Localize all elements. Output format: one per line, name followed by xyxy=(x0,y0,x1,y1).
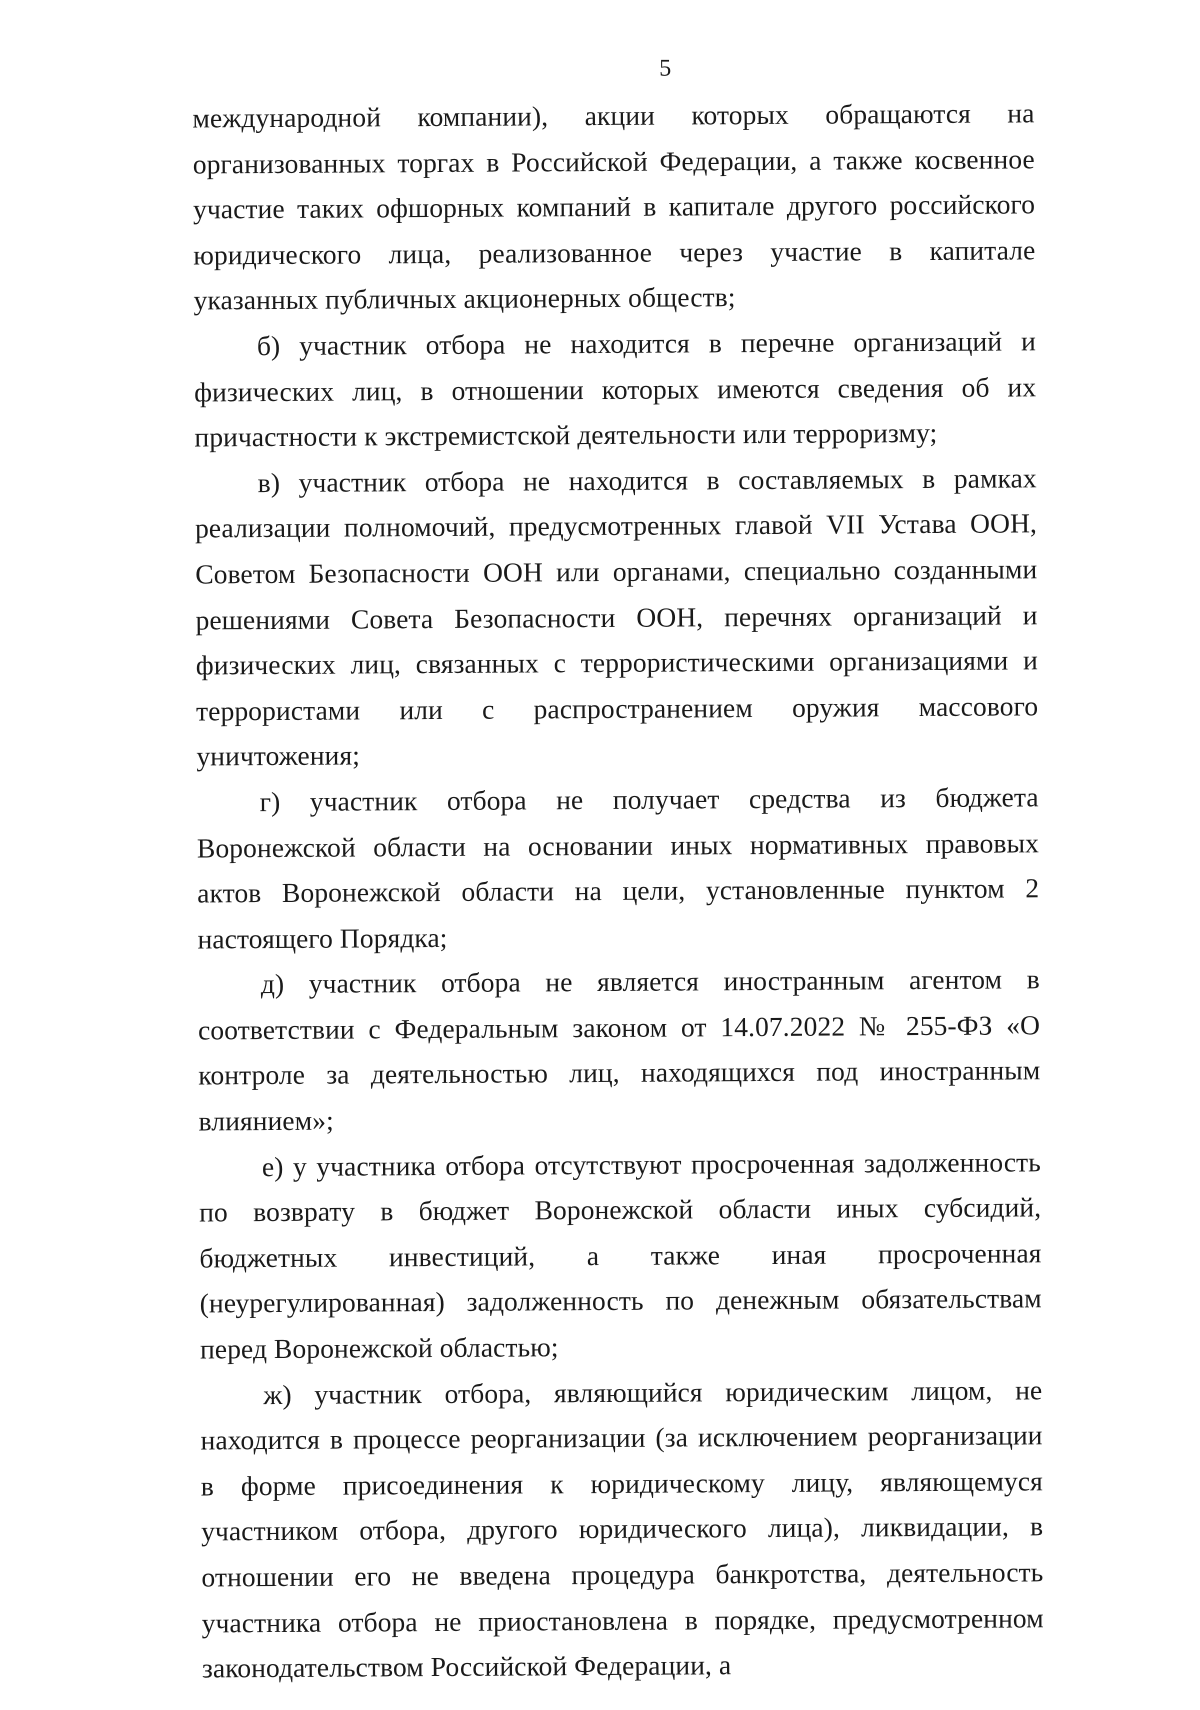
paragraph-item-zh: ж) участник отбора, являющийся юридическим лицом, не находится в процессе реорганизации (за исключением реорганизации в форме присоединения к юридическому лицу, являющемуся участником отбора, другого юридического лица), ликвидации, в отношении его не введена процедура банкротства, деятельность участника отбора не приостановлена в порядке, предусмотренном законодательством Российской Федерации, а xyxy=(200,1373,1044,1684)
paragraph-item-e: е) у участника отбора отсутствуют просроченная задолженность по возврату в бюджет Воронежской области иных субсидий, бюджетных инвестиций, а также иная просроченная (неурегулированная) задолженность по денежным обязательствам перед Воронежской областью; xyxy=(199,1145,1042,1365)
paragraph-item-v: в) участник отбора не находится в составляемых в рамках реализации полномочий, предусмотренных главой VII Устава ООН, Советом Безопасности ООН или органами, специально созданными решениями Совета Безопасности ООН, перечнях организаций и физических лиц, связанных с террористическими организациями и террористами или с распространением оружия массового уничтожения; xyxy=(194,462,1039,772)
paragraph-item-g: г) участник отбора не получает средства из бюджета Воронежской области на основании иных нормативных правовых актов Воронежской области на цели, установленные пунктом 2 настоящего Порядка; xyxy=(196,781,1040,955)
page-number: 5 xyxy=(659,55,672,82)
paragraph-continuation: международной компании), акции которых обращаются на организованных торгах в Российской Федерации, а также косвенное участие таких офшорных компаний в капитале другого российского юридического лица, реализованное через участие в капитале указанных публичных акционерных обществ; xyxy=(192,97,1036,316)
document-body xyxy=(192,90,1044,1691)
paragraph-item-d: д) участник отбора не является иностранным агентом в соответствии с Федеральным законом от 14.07.2022 № 255-ФЗ «О контроле за деятельностью лиц, находящихся под иностранным влиянием»; xyxy=(197,963,1041,1137)
paragraph-item-b: б) участник отбора не находится в перечне организаций и физических лиц, в отношении которых имеются сведения об их причастности к экстремистской деятельности или терроризму; xyxy=(194,325,1037,453)
